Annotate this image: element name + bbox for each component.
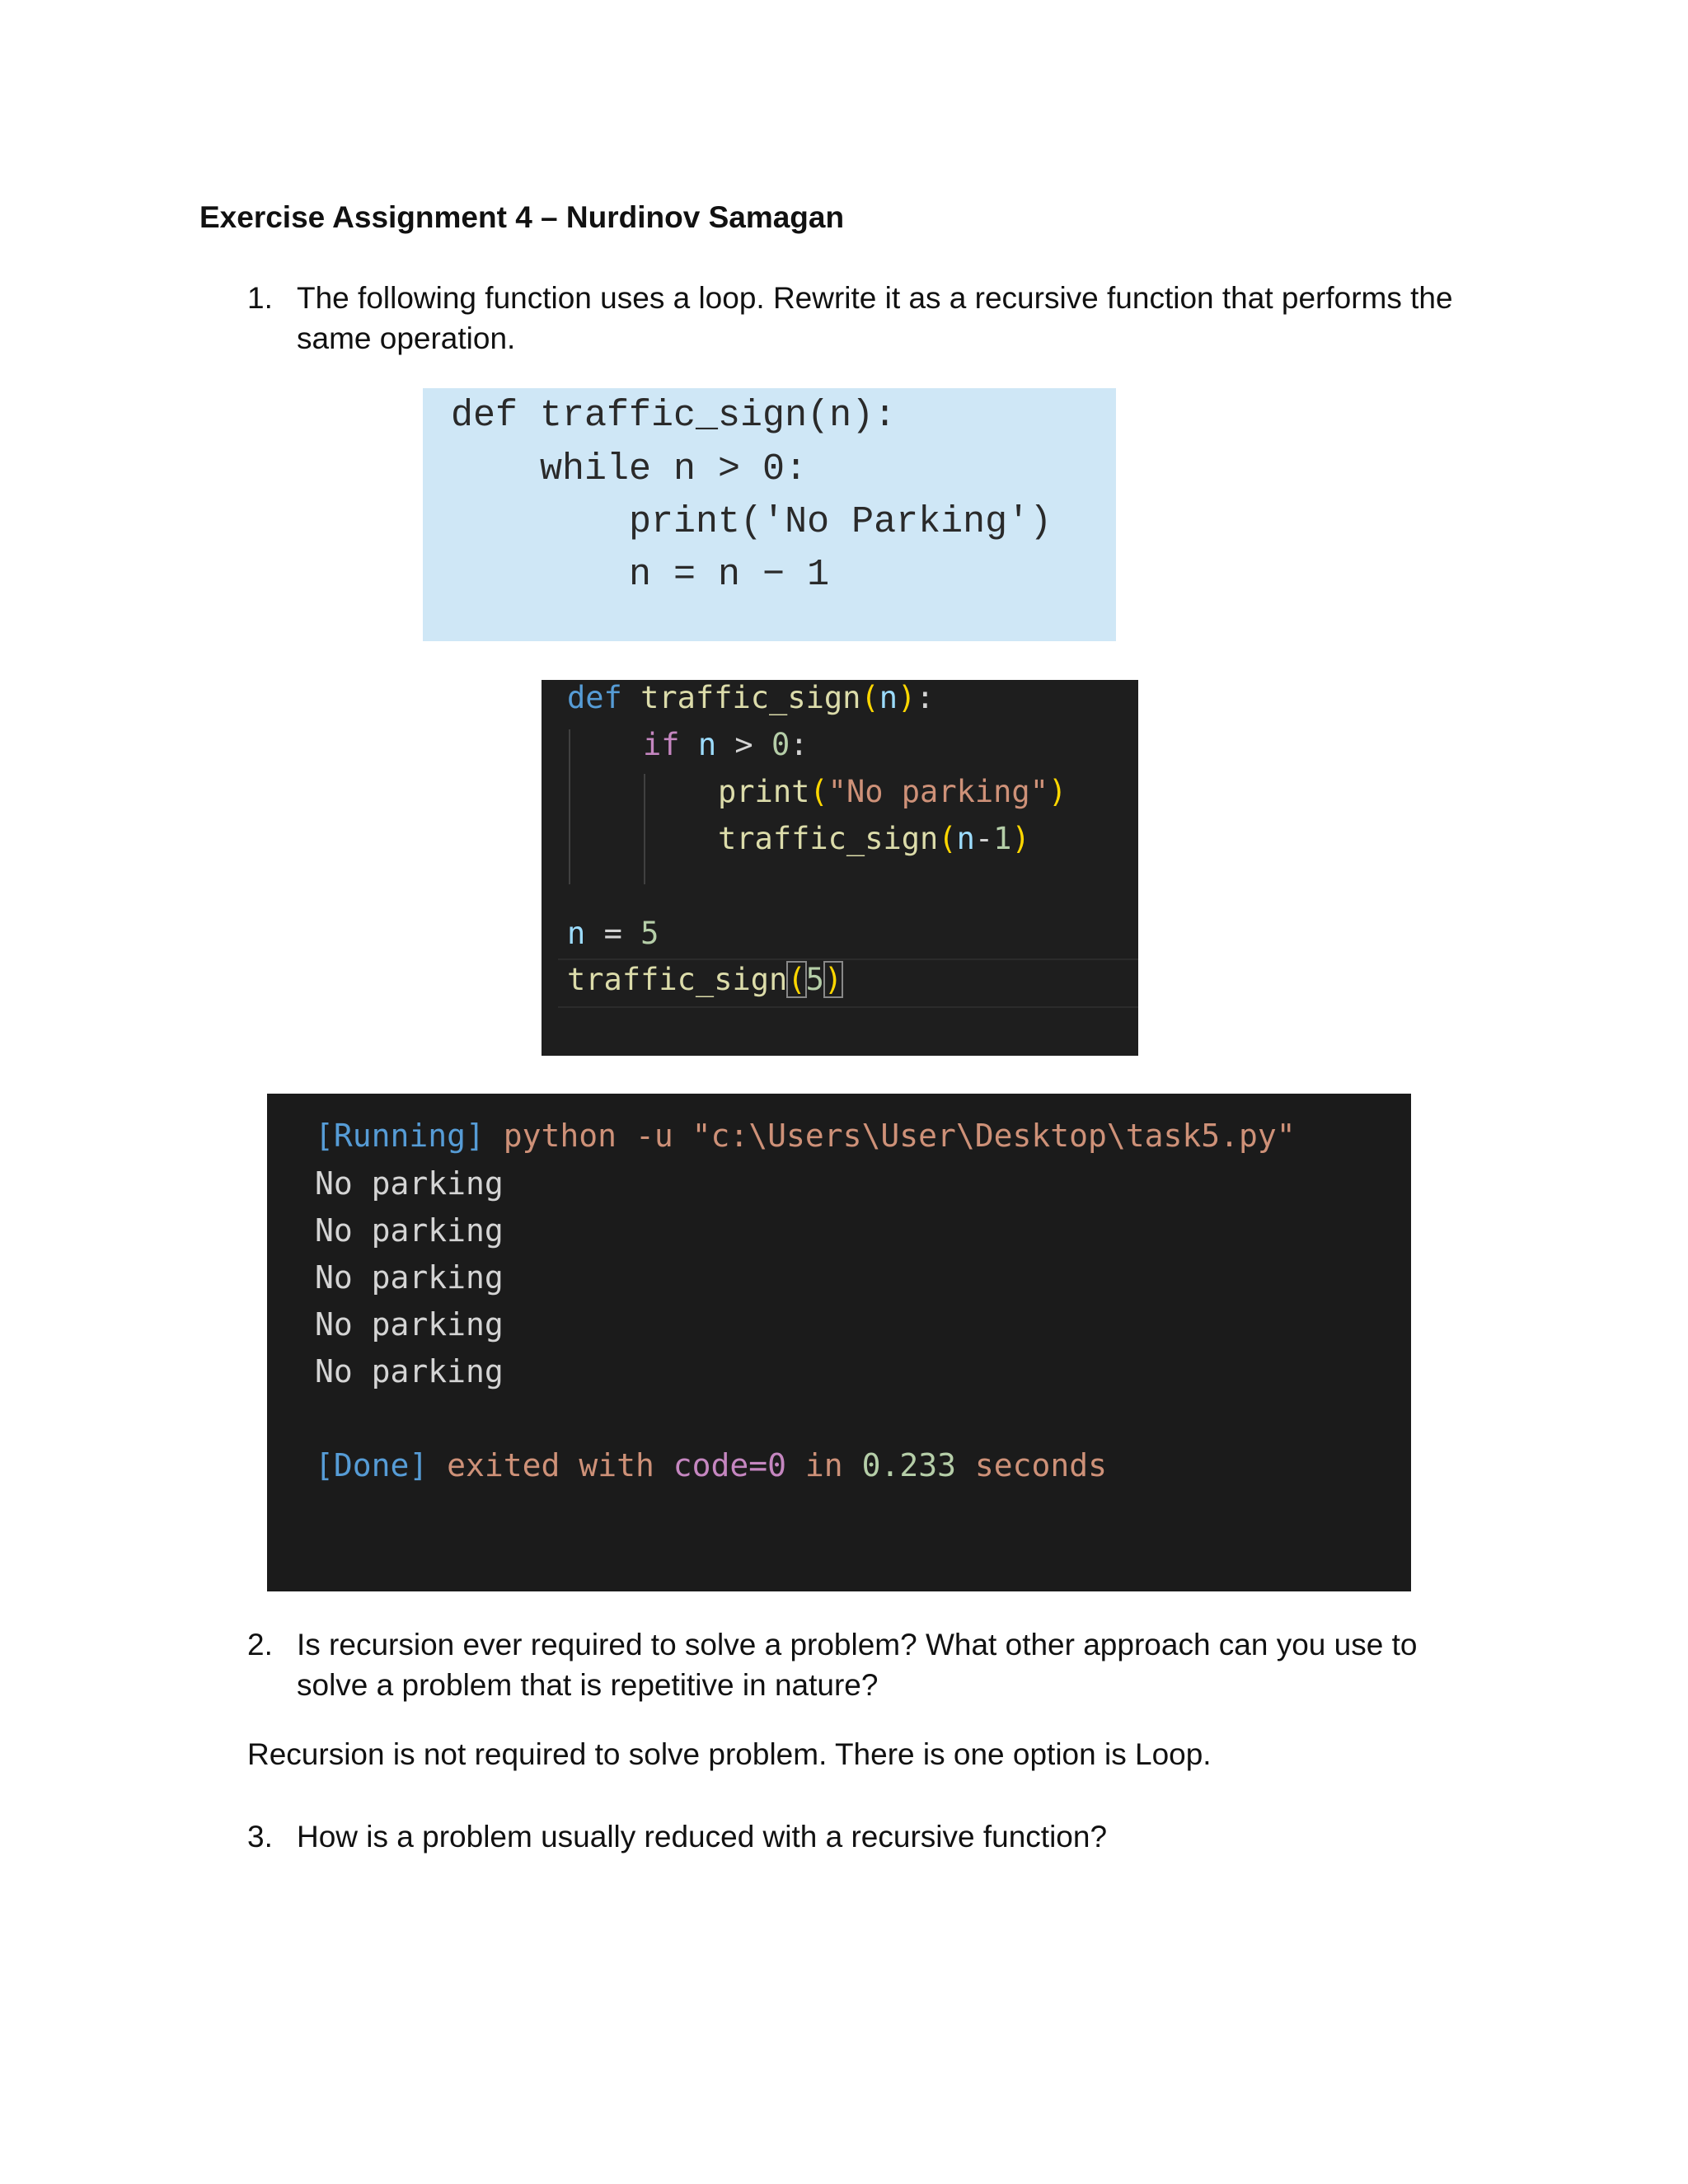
code-line-recursive-call: traffic_sign(n-1) [718,821,1030,856]
code-line: n = n − 1 [451,554,830,596]
code-line-print: print("No parking") [718,774,1067,809]
done-code: code=0 [673,1447,787,1483]
question-2 [247,1624,1467,1705]
question-3 [247,1816,1467,1857]
question-text-line: Is recursion ever required to solve a problem? What other approach can you use to [297,1628,1418,1661]
question-number: 2. [247,1628,273,1661]
assign-num: 5 [640,916,659,951]
cond-var: n [697,727,717,762]
indent-guide [644,774,645,884]
done-time: 0.233 [861,1447,956,1483]
call-arg-var: n [956,821,975,856]
done-seconds: seconds [974,1447,1107,1483]
code-line: def traffic_sign(n): [451,395,897,437]
output-line: No parking [315,1353,504,1390]
question-text-line: same operation. [297,321,516,355]
cond-op: > [734,727,753,762]
call-fn: traffic_sign [718,821,939,856]
code-line-assign [567,916,659,951]
loop-code-block [423,388,1116,641]
output-line: No parking [315,1259,504,1296]
question-1 [247,278,1467,359]
keyword-if: if [643,727,680,762]
code-line: while n > 0: [451,448,808,490]
recursive-code-editor [542,680,1138,1056]
document-title: Exercise Assignment 4 – Nurdinov Samagan [199,200,845,234]
run-command: python -u "c:\Users\User\Desktop\task5.py" [503,1118,1296,1154]
output-line: No parking [315,1306,504,1343]
done-tag: [Done] [315,1447,429,1483]
assign-op: = [603,916,622,951]
output-line: No parking [315,1212,504,1249]
code-line-final-call: traffic_sign(5) [567,962,843,997]
terminal-running-line [315,1118,1296,1154]
call-arg-num: 1 [993,821,1012,856]
indent-guide [569,729,570,884]
output-line: No parking [315,1165,504,1202]
code-line: print('No Parking') [451,501,1053,543]
assign-var: n [567,916,586,951]
done-in: in [804,1447,843,1483]
question-number: 3. [247,1820,273,1854]
code-line-def: def traffic_sign(n): [567,680,935,715]
function-name: traffic_sign [640,680,861,715]
answer-2: Recursion is not required to solve problem. There is one option is Loop. [247,1737,1212,1771]
terminal-done-line [315,1447,1107,1483]
param: n [879,680,898,715]
terminal-output [267,1094,1411,1591]
print-string: "No parking" [828,774,1048,809]
keyword-def: def [567,680,622,715]
question-text-line: solve a problem that is repetitive in nature? [297,1668,879,1702]
final-call-arg: 5 [805,962,824,997]
question-text-line: How is a problem usually reduced with a recursive function? [297,1820,1108,1854]
cond-num: 0 [771,727,790,762]
code-line-if: if n > 0: [643,727,809,762]
print-fn: print [718,774,810,809]
final-call-fn: traffic_sign [567,962,788,997]
question-text-line: The following function uses a loop. Rewrite it as a recursive function that performs the [297,281,1453,315]
question-number: 1. [247,281,273,315]
running-tag: [Running] [315,1118,485,1154]
done-exited: exited with [447,1447,654,1483]
call-arg-op: - [974,821,994,856]
